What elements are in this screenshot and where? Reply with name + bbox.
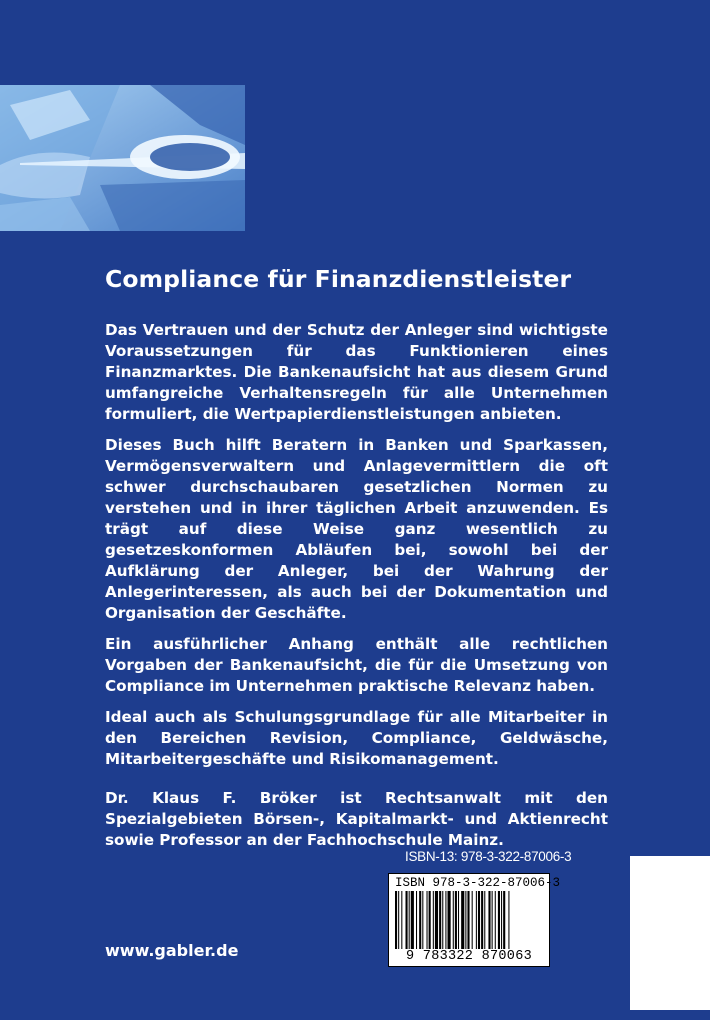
author-bio: Dr. Klaus F. Bröker ist Rechtsanwalt mit den Spezialgebieten Börsen-, Kapitalmarkt- und Aktienrecht sowie Professor an der Fachhochschule Mainz. xyxy=(105,789,608,849)
blurb-paragraph-3: Ein ausführlicher Anhang enthält alle rechtlichen Vorgaben der Bankenaufsicht, die für die Umsetzung von Compliance im Unternehmen praktische Relevanz haben. xyxy=(105,635,608,695)
blank-label-area xyxy=(630,856,710,1010)
blurb-paragraph-4: Ideal auch als Schulungsgrundlage für alle Mitarbeiter in den Bereichen Revision, Compliance, Geldwäsche, Mitarbeitergeschäfte und Risikomanagement. xyxy=(105,708,608,768)
cover-photo xyxy=(0,85,245,231)
publisher-website: www.gabler.de xyxy=(105,941,239,960)
isbn-label: ISBN-13: 978-3-322-87006-3 xyxy=(405,849,572,864)
book-title: Compliance für Finanzdienstleister xyxy=(105,265,572,293)
barcode-number: 9 783322 870063 xyxy=(405,949,533,964)
barcode-bars xyxy=(393,891,545,949)
blurb-paragraph-2: Dieses Buch hilft Beratern in Banken und Sparkassen, Vermögensverwaltern und Anlagevermittlern die oft schwer durchschaubaren gesetzlichen Normen zu verstehen und in ihrer täglichen Arbeit anzuwenden. Es trägt auf diese Weise ganz wesentlich zu gesetzeskonformen Abläufen bei, sowohl bei der Aufklärung der Anleger, bei der Wahrung der Anlegerinteressen, als auch bei der Dokumentation und Organisation der Geschäfte. xyxy=(105,436,608,622)
blurb-text xyxy=(105,320,608,861)
barcode-isbn-text: ISBN 978-3-322-87006-3 xyxy=(395,876,561,890)
barcode xyxy=(388,873,561,967)
pen-photo-graphic xyxy=(0,85,245,231)
blurb-paragraph-1: Das Vertrauen und der Schutz der Anleger sind wichtigste Voraussetzungen für das Funktionieren eines Finanzmarktes. Die Bankenaufsicht hat aus diesem Grund umfangreiche Verhaltensregeln für alle Unternehmen formuliert, die Wertpapierdienstleistungen anbieten. xyxy=(105,321,608,423)
